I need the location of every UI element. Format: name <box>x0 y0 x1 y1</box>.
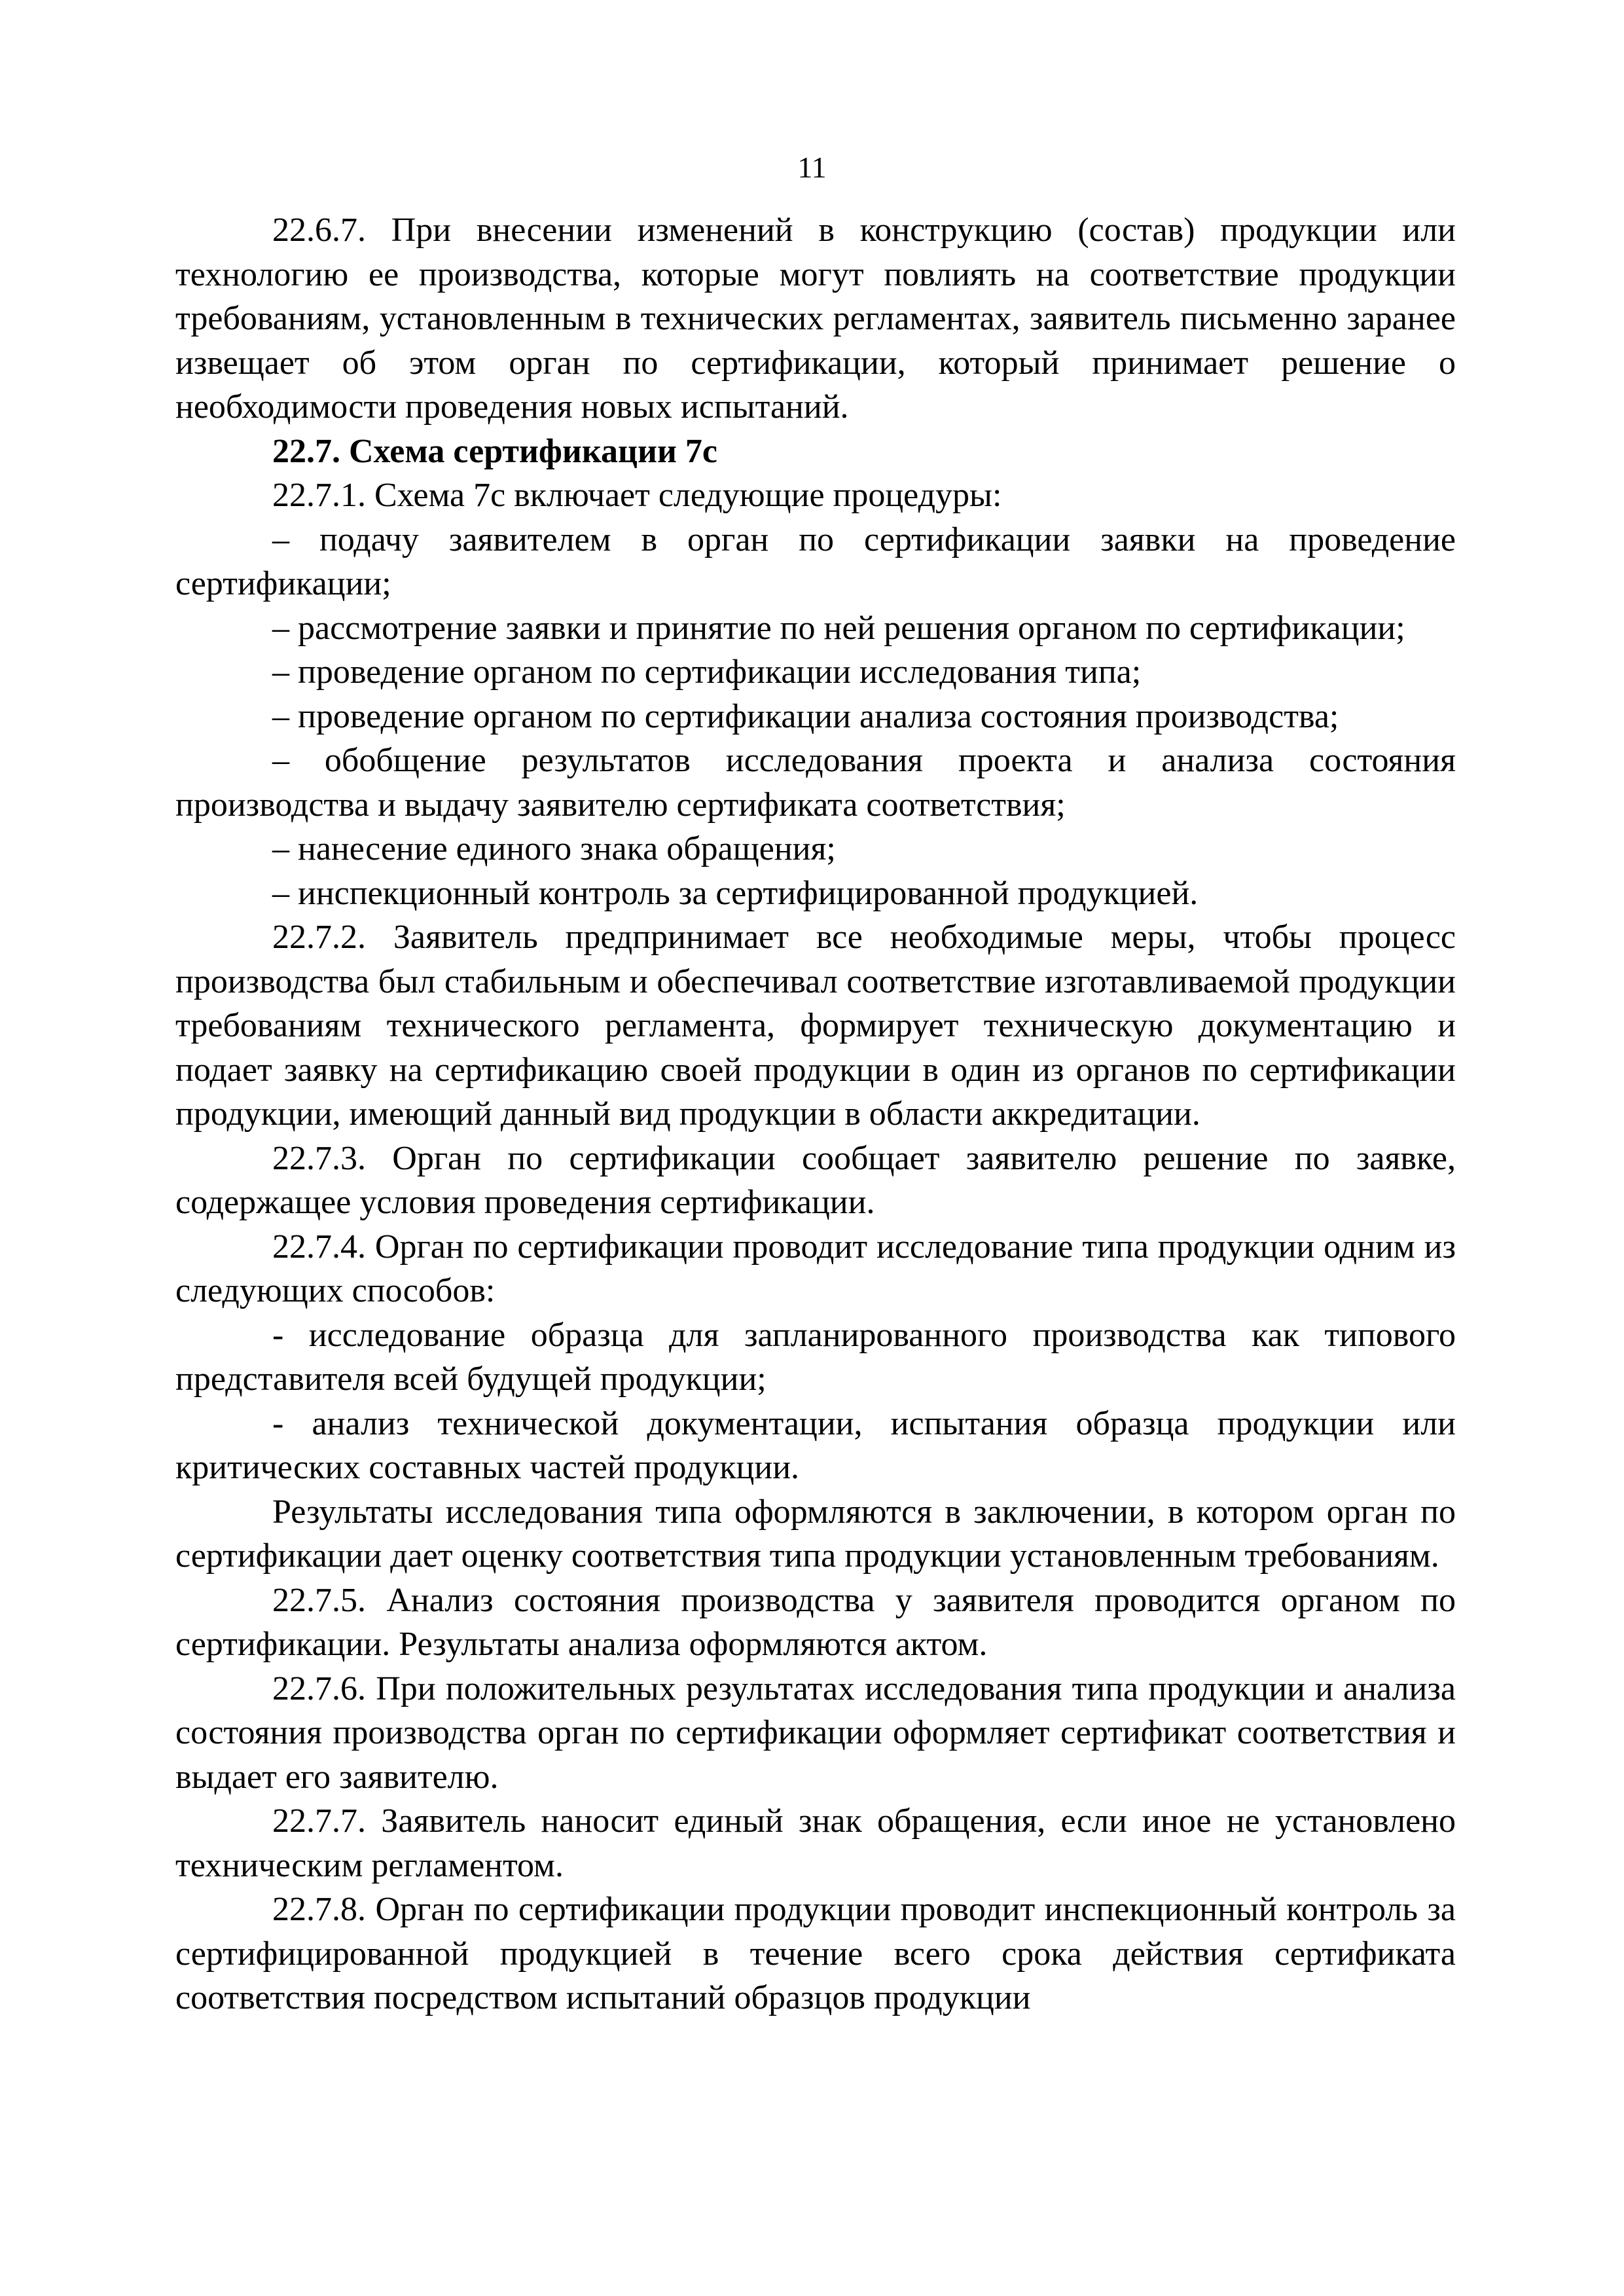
paragraph-type-results: Результаты исследования типа оформляются в заключении, в котором орган по сертификации дает оценку соответствия типа продукции установленным требованиям. <box>175 1493 1456 1575</box>
list-item-certificate-issue: – обобщение результатов исследования проекта и анализа состояния производства и выдачу заявителю сертификата соответствия; <box>175 742 1456 824</box>
paragraph-22-7-8: 22.7.8. Орган по сертификации продукции проводит инспекционный контроль за сертифицированной продукцией в течение всего срока действия сертификата соответствия посредством испытаний образцов продукции <box>175 1891 1456 2016</box>
paragraph-22-6-7: 22.6.7. При внесении изменений в конструкцию (состав) продукции или технологию ее производства, которые могут повлиять на соответствие продукции требованиям, установленным в технических регламентах, заявитель письменно заранее извещает об этом орган по сертификации, который принимает решение о необходимости проведения новых испытаний. <box>175 211 1456 426</box>
page-number: 11 <box>797 151 827 184</box>
paragraph-22-7-2: 22.7.2. Заявитель предпринимает все необходимые меры, чтобы процесс производства был стабильным и обеспечивал соответствие изготавливаемой продукции требованиям технического регламента, формирует техническую документацию и подает заявку на сертификацию своей продукции в один из органов по сертификации продукции, имеющий данный вид продукции в области аккредитации. <box>175 919 1456 1133</box>
paragraph-22-7-7: 22.7.7. Заявитель наносит единый знак обращения, если иное не установлено техническим регламентом. <box>175 1802 1456 1884</box>
list-item-inspection-control: – инспекционный контроль за сертифицированной продукцией. <box>272 874 1199 912</box>
paragraph-22-7-6: 22.7.6. При положительных результатах исследования типа продукции и анализа состояния производства орган по сертификации оформляет сертификат соответствия и выдает его заявителю. <box>175 1669 1456 1796</box>
list-item-production-analysis: – проведение органом по сертификации анализа состояния производства; <box>272 697 1339 735</box>
list-item-review: – рассмотрение заявки и принятие по ней решения органом по сертификации; <box>272 609 1405 647</box>
paragraph-22-7-3: 22.7.3. Орган по сертификации сообщает заявителю решение по заявке, содержащее условия проведения сертификации. <box>175 1139 1456 1221</box>
list-item-application: – подачу заявителем в орган по сертификации заявки на проведение сертификации; <box>175 520 1456 602</box>
paragraph-22-7-1: 22.7.1. Схема 7с включает следующие процедуры: <box>272 477 1002 514</box>
list-item-documentation-analysis: - анализ технической документации, испытания образца продукции или критических составных частей продукции. <box>175 1404 1456 1486</box>
document-body <box>175 208 1456 2020</box>
list-item-mark-application: – нанесение единого знака обращения; <box>272 830 836 867</box>
section-heading-22-7: 22.7. Схема сертификации 7с <box>272 432 718 470</box>
paragraph-22-7-5: 22.7.5. Анализ состояния производства у заявителя проводится органом по сертификации. Результаты анализа оформляются актом. <box>175 1581 1456 1663</box>
list-item-type-examination: – проведение органом по сертификации исследования типа; <box>272 653 1142 691</box>
paragraph-22-7-4: 22.7.4. Орган по сертификации проводит исследование типа продукции одним из следующих способов: <box>175 1228 1456 1309</box>
list-item-sample-examination: - исследование образца для запланированного производства как типового представителя всей будущей продукции; <box>175 1316 1456 1398</box>
